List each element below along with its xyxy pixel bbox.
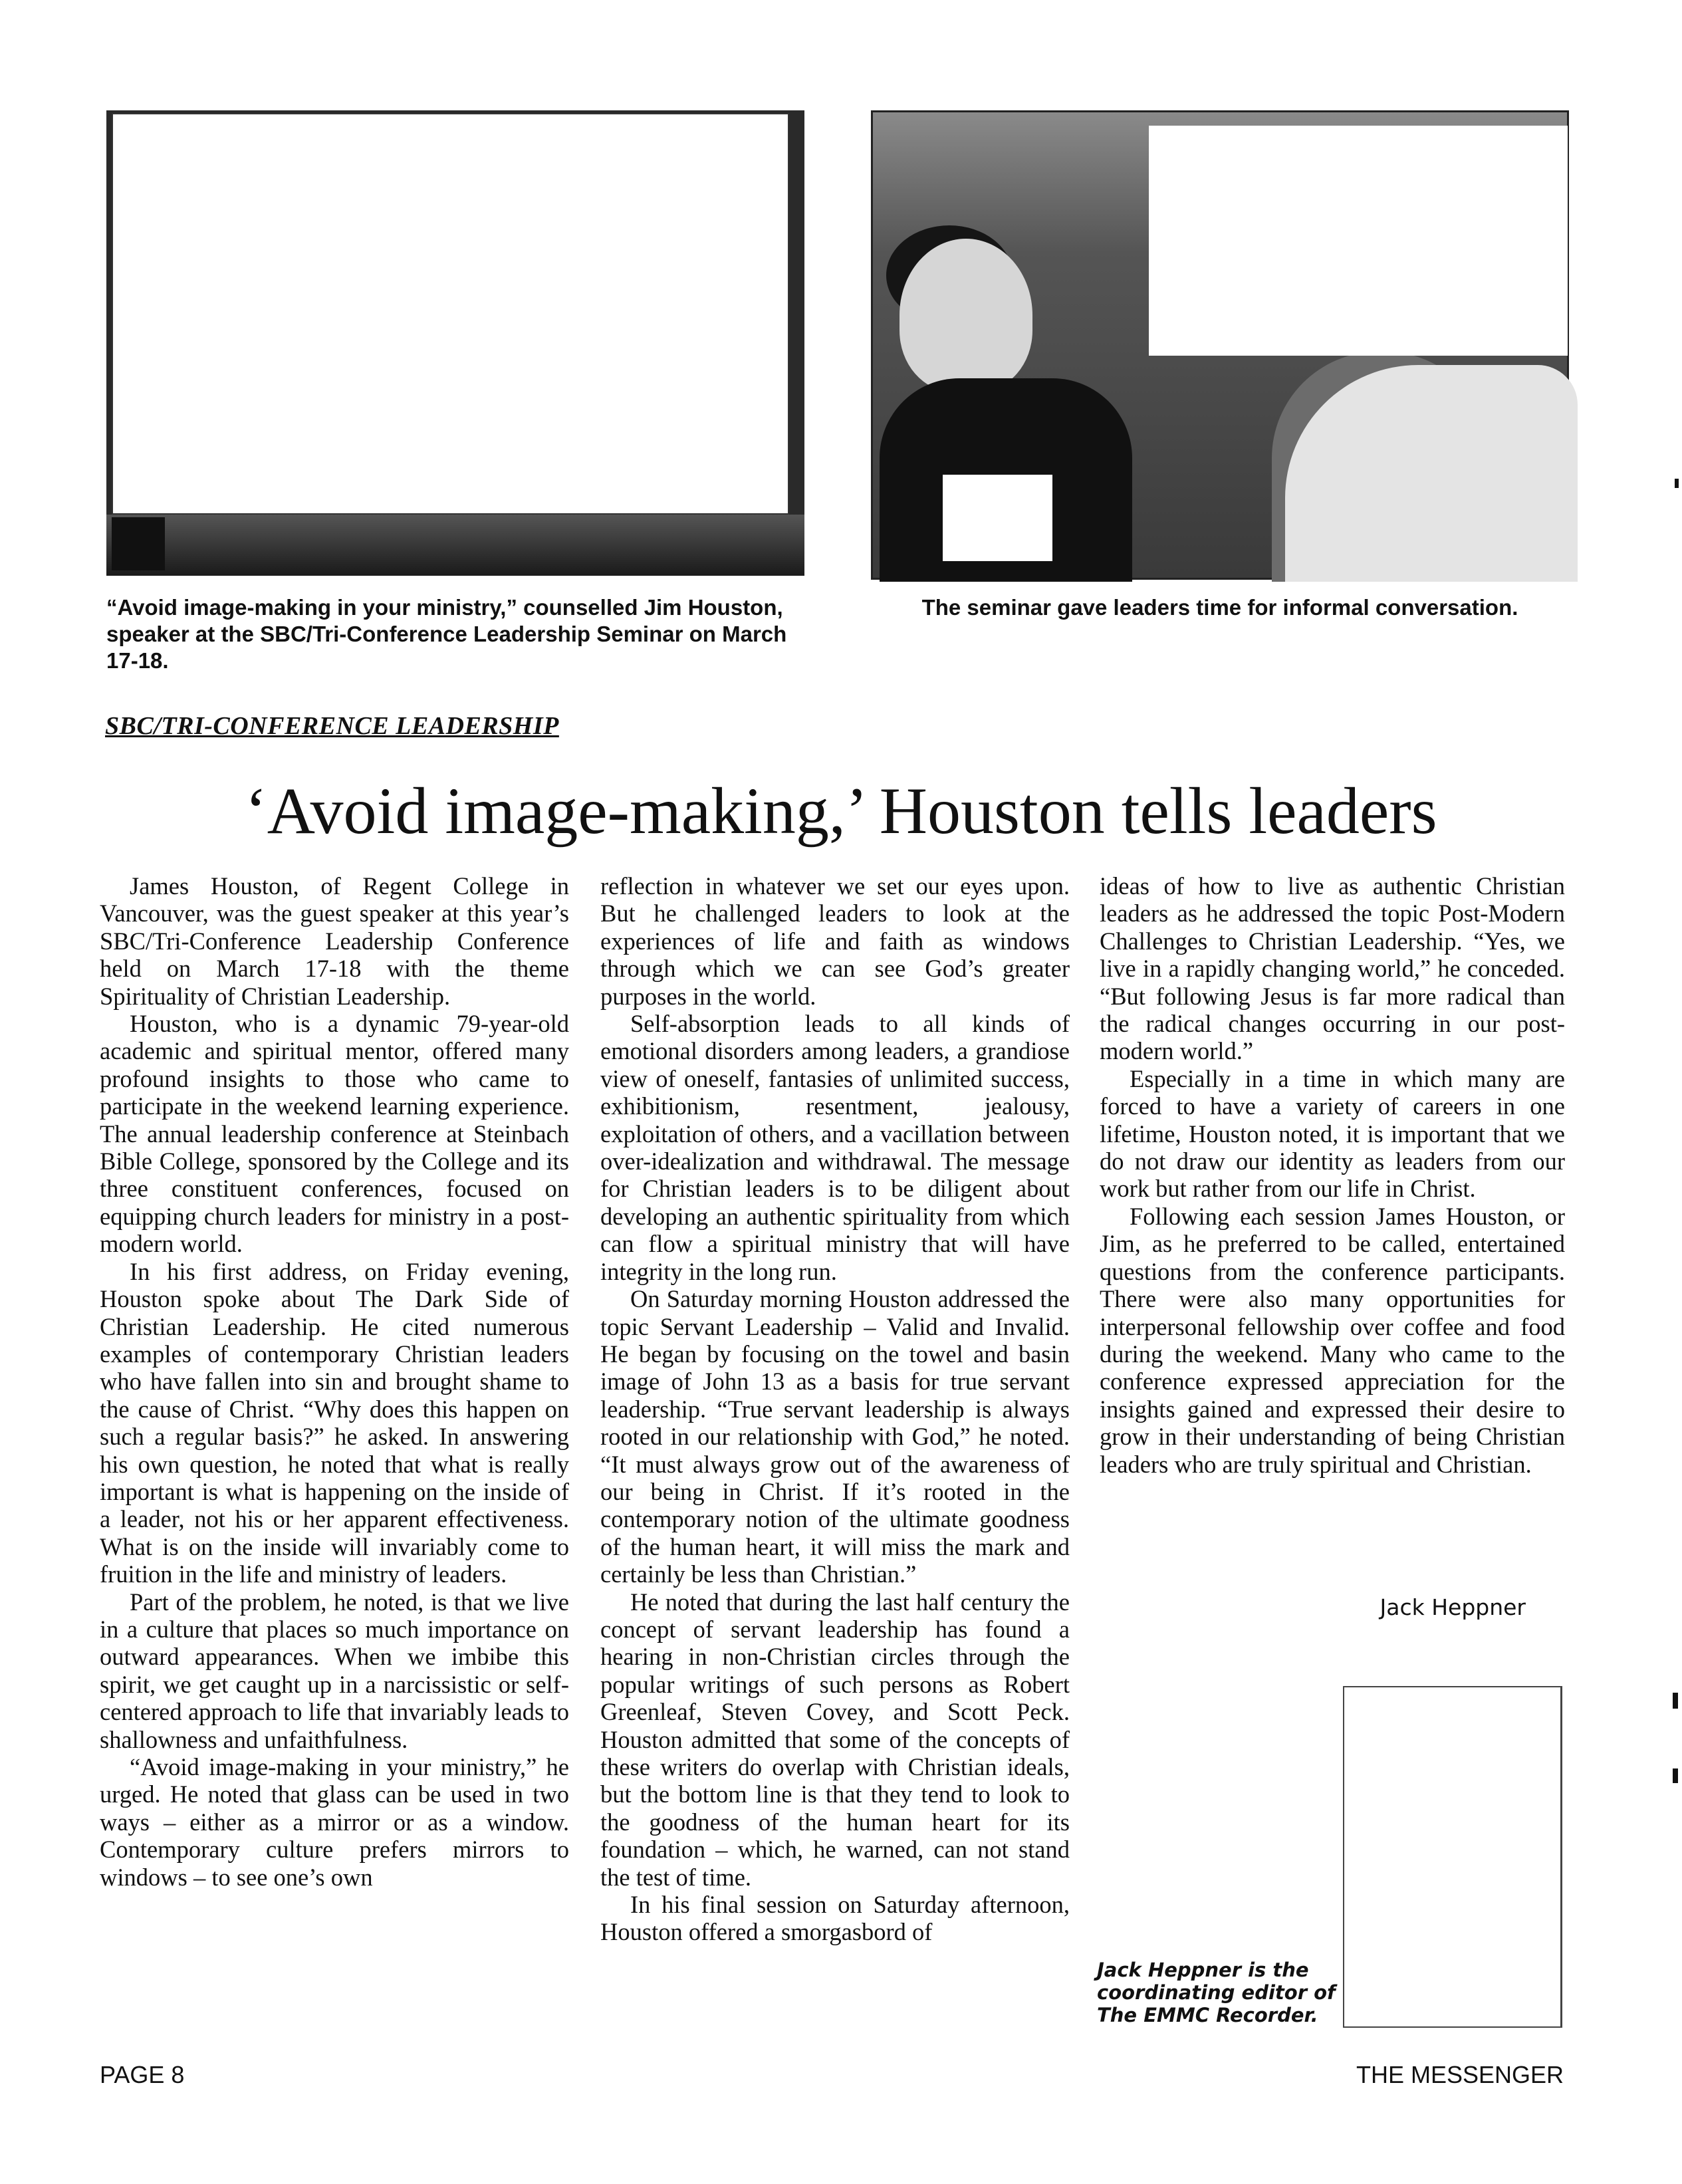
- paragraph: James Houston, of Regent College in Vancouver, was the guest speaker at this year’s SBC/Tri-Conference Leadership Conference held on March 17-18 with the theme Spirituality of Christian Leadership.: [100, 872, 569, 1010]
- article-byline: Jack Heppner: [1380, 1594, 1526, 1620]
- photo-redacted-area: [1149, 126, 1568, 356]
- section-kicker: SBC/TRI-CONFERENCE LEADERSHIP: [105, 712, 559, 740]
- photo-informal-conversation: [871, 110, 1569, 580]
- paragraph: In his final session on Saturday afternoon, Houston offered a smorgasbord of: [600, 1891, 1070, 1946]
- photo-corner-detail: [112, 517, 165, 570]
- paragraph: In his first address, on Friday evening, Houston spoke about The Dark Side of Christian Leadership. He cited numerous examples of contemporary Christian leaders who have fallen into sin and brought shame to the cause of Christ. “Why does this happen on such a regular basis?” he asked. In answering his own question, he noted that what is really important is what is happening on the inside of a leader, not his or her apparent effectiveness. What is on the inside will invariably come to fruition in the life and ministry of leaders.: [100, 1257, 569, 1588]
- author-note: Jack Heppner is the coordinating editor of The EMMC Recorder.: [1097, 1959, 1336, 2026]
- paragraph: Self-absorption leads to all kinds of emotional disorders among leaders, a grandiose view of oneself, fantasies of unlimited success, exhibitionism, resentment, jealousy, exploitation of others, and a vacillation between over-idealization and withdrawal. The message for Christian leaders is to be diligent about developing an authentic spirituality from which can flow a spiritual ministry that will have integrity in the long run.: [600, 1010, 1070, 1285]
- photo-redacted-area-small: [943, 475, 1052, 561]
- paragraph: reflection in whatever we set our eyes upon. But he challenged leaders to look at the experiences of life and faith as windows through which we can see God’s greater purposes in the world.: [600, 872, 1070, 1010]
- article-headline: ‘Avoid image-making,’ Houston tells leaders: [245, 774, 1437, 848]
- publication-name: THE MESSENGER: [1356, 2061, 1564, 2088]
- scan-edge-mark: [1673, 1768, 1678, 1783]
- photo-caption-left: “Avoid image-making in your ministry,” counselled Jim Houston, speaker at the SBC/Tri-Conference Leadership Seminar on March 17-18.: [106, 595, 787, 673]
- paragraph: He noted that during the last half century the concept of servant leadership has found a hearing in non-Christian circles through the popular writings of such persons as Robert Greenleaf, Steven Covey, and Scott Peck. Houston admitted that some of the concepts of these writers do overlap with Christian ideals, but the bottom line is that they tend to look to the goodness of the human heart for its foundation – which, he warned, can not stand the test of time.: [600, 1588, 1070, 1891]
- paragraph: Part of the problem, he noted, is that we live in a culture that places so much importance on outward appearances. When we imbibe this spirit, we get caught up in a narcissistic or self-centered approach to life that invariably leads to shallowness and unfaithfulness.: [100, 1588, 569, 1753]
- article-column-3: [1100, 872, 1565, 1478]
- paragraph: “Avoid image-making in your ministry,” he urged. He noted that glass can be used in two ways – either as a mirror or as a window. Contemporary culture prefers mirrors to windows – to see one’s own: [100, 1753, 569, 1891]
- paragraph: On Saturday morning Houston addressed the topic Servant Leadership – Valid and Invalid. He began by focusing on the towel and basin image of John 13 as a basis for true servant leadership. “True servant leadership is always rooted in our relationship with God,” he noted. “It must always grow out of the awareness of our being in Christ. If it’s rooted in the contemporary notion of the ultimate goodness of the human heart, it will miss the mark and certainly be less than Christian.”: [600, 1285, 1070, 1588]
- paragraph: Following each session James Houston, or Jim, as he preferred to be called, entertained questions from the conference participants. There were also many opportunities for interpersonal fellowship over coffee and food during the weekend. Many who came to the conference expressed appreciation for the insights gained and expressed their desire to grow in their understanding of being Christian leaders who are truly spiritual and Christian.: [1100, 1202, 1565, 1478]
- scan-edge-mark: [1673, 1693, 1678, 1709]
- article-column-1: [100, 872, 569, 1891]
- author-photo-frame: [1343, 1686, 1562, 2028]
- paragraph: ideas of how to live as authentic Christian leaders as he addressed the topic Post-Modern Challenges to Christian Leadership. “Yes, we live in a rapidly changing world,” he conceded. “But following Jesus is far more radical than the radical changes occurring in our post-modern world.”: [1100, 872, 1565, 1065]
- article-column-2: [600, 872, 1070, 1946]
- photo-caption-right: The seminar gave leaders time for informal conversation.: [921, 595, 1518, 620]
- page-number: PAGE 8: [100, 2061, 185, 2088]
- photo-shadow: [106, 515, 804, 576]
- paragraph: Especially in a time in which many are forced to have a variety of careers in one lifetime, Houston noted, it is important that we do not draw our identity as leaders from our work but rather from our life in Christ.: [1100, 1064, 1565, 1203]
- photo-redacted-area: [112, 113, 789, 515]
- photo-jim-houston: [106, 110, 804, 576]
- photo-person-face: [900, 239, 1032, 392]
- paragraph: Houston, who is a dynamic 79-year-old academic and spiritual mentor, offered many profound insights to those who came to participate in the weekend learning experience. The annual leadership conference at Steinbach Bible College, sponsored by the College and its three constituent conferences, focused on equipping church leaders for ministry in a post-modern world.: [100, 1010, 569, 1258]
- scan-edge-mark: [1675, 479, 1679, 488]
